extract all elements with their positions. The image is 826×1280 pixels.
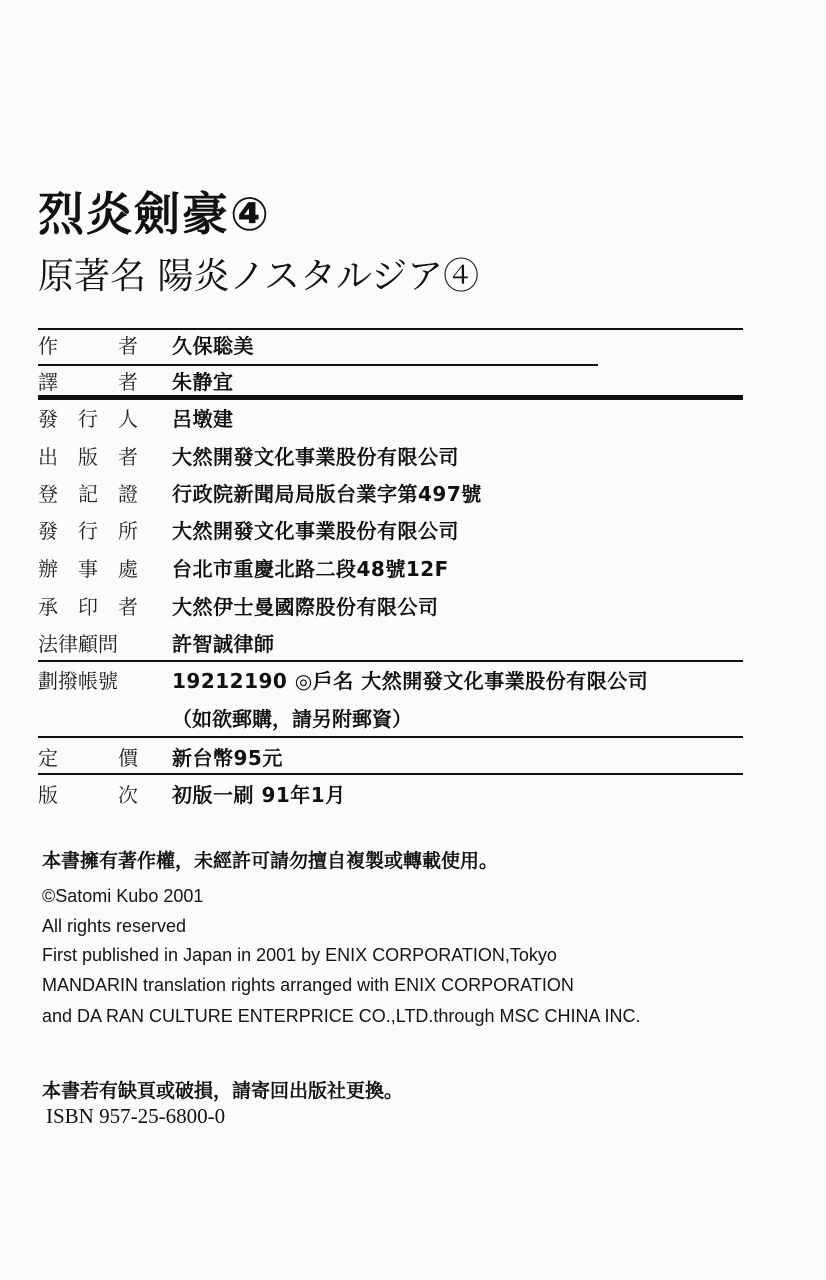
credit-row xyxy=(38,627,758,661)
credit-value: 台北市重慶北路二段48號12F xyxy=(172,557,449,581)
english-line: ©Satomi Kubo 2001 xyxy=(42,886,204,906)
credit-label-char: 證 xyxy=(118,482,138,506)
credit-label-char: 人 xyxy=(118,407,138,431)
english-line: and DA RAN CULTURE ENTERPRICE CO.,LTD.through MSC CHINA INC. xyxy=(42,1006,641,1026)
credit-row xyxy=(38,329,758,363)
credit-label-char: 價 xyxy=(118,746,138,770)
credit-label-char: 處 xyxy=(118,557,138,581)
credit-label-char: 者 xyxy=(118,334,138,358)
credit-label-text xyxy=(38,590,138,624)
credit-label xyxy=(38,590,138,624)
credit-value: 許智誠律師 xyxy=(172,632,275,656)
credit-label-text xyxy=(38,477,138,511)
credit-label-text: 法律顧問 xyxy=(38,632,118,656)
credit-value: 呂墩建 xyxy=(172,407,234,431)
credit-label xyxy=(38,365,138,399)
credit-value: 大然開發文化事業股份有限公司 xyxy=(172,519,459,543)
credit-label-char: 事 xyxy=(78,557,98,581)
credit-label-char: 版 xyxy=(38,783,58,807)
credit-label-char: 者 xyxy=(118,445,138,469)
credit-label-char: 發 xyxy=(38,519,58,543)
credit-label xyxy=(38,477,138,511)
credit-label xyxy=(38,778,138,812)
credit-label-text xyxy=(38,514,138,548)
original-title: 原著名 陽炎ノスタルジア④ xyxy=(38,256,480,297)
credit-label xyxy=(38,664,138,698)
credit-label xyxy=(38,627,138,661)
credit-label-char: 辦 xyxy=(38,557,58,581)
credit-label-char: 行 xyxy=(78,519,98,543)
copyright-notice: 本書擁有著作權，未經許可請勿擅自複製或轉載使用。 xyxy=(42,850,499,872)
credit-value: 新台幣95元 xyxy=(172,746,283,770)
credit-label-char: 定 xyxy=(38,746,58,770)
credit-label xyxy=(38,514,138,548)
isbn: ISBN 957-25-6800-0 xyxy=(46,1104,226,1128)
credit-label-char: 譯 xyxy=(38,370,58,394)
credit-label-text xyxy=(38,402,138,436)
credit-label-char: 記 xyxy=(78,482,98,506)
credit-row xyxy=(38,402,758,436)
credit-label-char: 版 xyxy=(78,445,98,469)
credit-value: 初版一刷 91年1月 xyxy=(172,783,346,807)
credit-row xyxy=(38,741,758,775)
credit-label-char: 承 xyxy=(38,595,58,619)
mail-order-note: （如欲郵購，請另附郵資） xyxy=(172,707,412,731)
credit-row xyxy=(38,440,758,474)
credit-label-text: 劃撥帳號 xyxy=(38,669,118,693)
credit-label-char: 印 xyxy=(78,595,98,619)
credit-label xyxy=(38,329,138,363)
credit-label-text xyxy=(38,440,138,474)
credit-label-char: 行 xyxy=(78,407,98,431)
credit-value: 大然伊士曼國際股份有限公司 xyxy=(172,595,439,619)
credit-label-char: 者 xyxy=(118,370,138,394)
credit-label-text xyxy=(38,741,138,775)
credit-value: 行政院新聞局局版台業字第497號 xyxy=(172,482,482,506)
credit-label xyxy=(38,440,138,474)
credit-row xyxy=(38,664,758,698)
credit-label-text xyxy=(38,778,138,812)
credit-row xyxy=(38,590,758,624)
credit-row xyxy=(38,477,758,511)
credit-value: 19212190 ◎戶名 大然開發文化事業股份有限公司 xyxy=(172,669,649,693)
credit-label xyxy=(38,741,138,775)
credit-label-text xyxy=(38,329,138,363)
defect-notice: 本書若有缺頁或破損，請寄回出版社更換。 xyxy=(42,1080,404,1102)
credit-label xyxy=(38,552,138,586)
credit-label-char: 登 xyxy=(38,482,58,506)
credit-label-char: 者 xyxy=(118,595,138,619)
credit-label-char: 發 xyxy=(38,407,58,431)
credit-row xyxy=(38,514,758,548)
credit-label-text xyxy=(38,365,138,399)
credit-value: 朱静宜 xyxy=(172,370,234,394)
credit-value: 大然開發文化事業股份有限公司 xyxy=(172,445,459,469)
credit-row xyxy=(38,778,758,812)
credit-label xyxy=(38,402,138,436)
credit-label-char: 所 xyxy=(118,519,138,543)
credit-label-char: 出 xyxy=(38,445,58,469)
credit-label-char: 次 xyxy=(118,783,138,807)
credit-row xyxy=(38,365,758,399)
english-line: First published in Japan in 2001 by ENIX CORPORATION,Tokyo xyxy=(42,945,557,965)
credit-label-char: 作 xyxy=(38,334,58,358)
book-title: 烈炎劍豪④ xyxy=(38,187,271,241)
credit-row xyxy=(38,552,758,586)
english-line: MANDARIN translation rights arranged with ENIX CORPORATION xyxy=(42,975,574,995)
credit-label-text xyxy=(38,552,138,586)
divider xyxy=(38,736,743,738)
english-line: All rights reserved xyxy=(42,916,187,936)
credit-value: 久保聡美 xyxy=(172,334,254,358)
